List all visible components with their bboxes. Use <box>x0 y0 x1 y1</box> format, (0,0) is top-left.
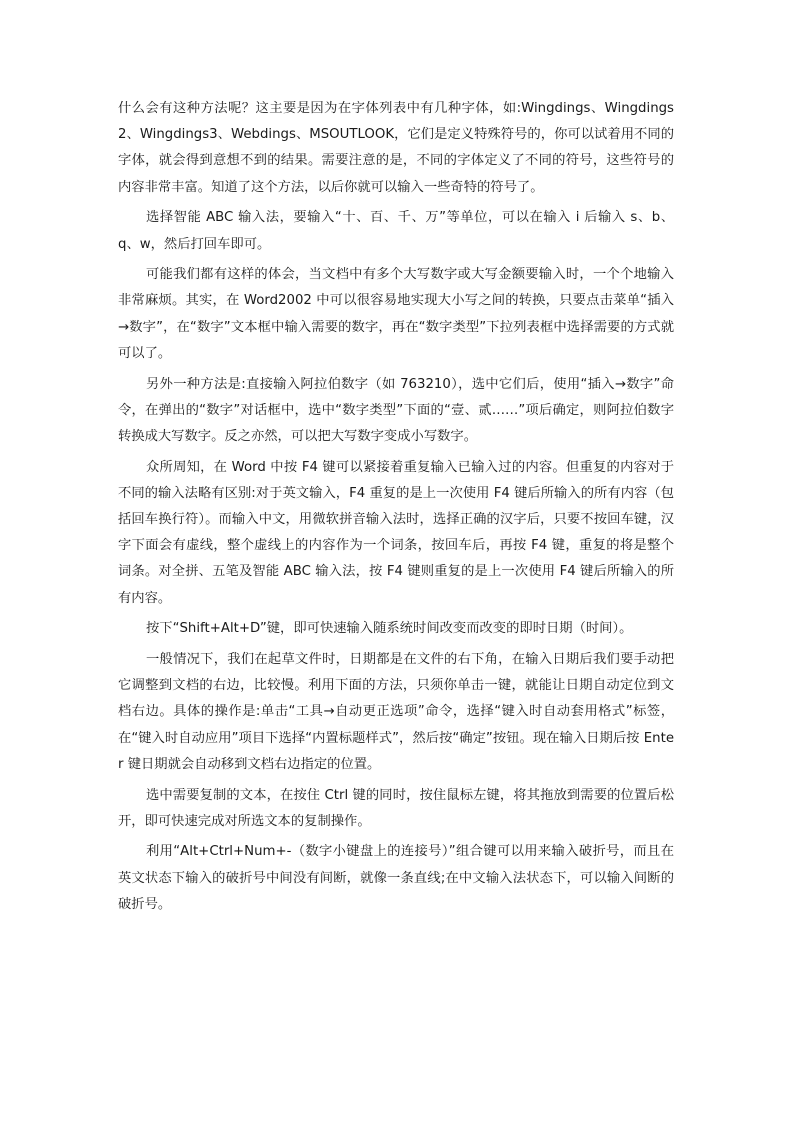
paragraph-uppercase-numbers: 可能我们都有这样的体会，当文档中有多个大写数字或大写金额要输入时，一个个地输入非常麻烦。其实，在 Word2002 中可以很容易地实现大小写之间的转换，只要点击菜单“插入→数字”，在“数字”文本框中输入需要的数字，再在“数字类型”下拉列表框中选择需要的方式就可以了。 <box>118 267 674 361</box>
paragraph-font-symbols: 什么会有这种方法呢？这主要是因为在字体列表中有几种字体，如:Wingdings、Wingdings2、Wingdings3、Webdings、MSOUTLOOK，它们是定义特殊符号的，你可以试着用不同的字体，就会得到意想不到的结果。需要注意的是，不同的字体定义了不同的符号，这些符号的内容非常丰富。知道了这个方法，以后你就可以输入一些奇特的符号了。 <box>118 101 674 195</box>
paragraph-insert-date: 按下“Shift+Alt+D”键，即可快速输入随系统时间改变而改变的即时日期（时间）。 <box>146 621 633 637</box>
paragraph-abc-units: 选择智能 ABC 输入法，要输入“十、百、千、万”等单位，可以在输入 i 后输入 s、b、q、w，然后打回车即可。 <box>118 210 674 252</box>
paragraph-dash-input: 利用“Alt+Ctrl+Num+-（数字小键盘上的连接号）”组合键可以用来输入破折号，而且在英文状态下输入的破折号中间没有间断，就像一条直线;在中文输入法状态下，可以输入间断的破折号。 <box>118 844 674 912</box>
paragraph-ctrl-drag-copy: 选中需要复制的文本，在按住 Ctrl 键的同时，按住鼠标左键，将其拖放到需要的位置后松开，即可快速完成对所选文本的复制操作。 <box>118 787 674 829</box>
paragraph-date-alignment: 一般情况下，我们在起草文件时，日期都是在文件的右下角，在输入日期后我们要手动把它调整到文档的右边，比较慢。利用下面的方法，只须你单击一键，就能让日期自动定位到文档右边。具体的操作是:单击“工具→自动更正选项”命令，选择“键入时自动套用格式”标签，在“键入时自动应用”项目下选择“内置标题样式”，然后按“确定”按钮。现在输入日期后按 Enter 键日期就会自动移到文档右边指定的位置。 <box>118 652 674 772</box>
document-body <box>118 96 674 923</box>
paragraph-f4-repeat: 众所周知，在 Word 中按 F4 键可以紧接着重复输入已输入过的内容。但重复的内容对于不同的输入法略有区别:对于英文输入，F4 重复的是上一次使用 F4 键后所输入的所有内容（包括回车换行符）。而输入中文，用微软拼音输入法时，选择正确的汉字后，只要不按回车键，汉字下面会有虚线，整个虚线上的内容作为一个词条，按回车后，再按 F4 键，重复的将是整个词条。对全拼、五笔及智能 ABC 输入法，按 F4 键则重复的是上一次使用 F4 键后所输入的所有内容。 <box>118 459 674 606</box>
paragraph-arabic-conversion: 另外一种方法是:直接输入阿拉伯数字（如 763210），选中它们后，使用“插入→数字”命令，在弹出的“数字”对话框中，选中“数字类型”下面的“壹、贰……”项后确定，则阿拉伯数字转换成大写数字。反之亦然，可以把大写数字变成小写数字。 <box>118 376 674 444</box>
